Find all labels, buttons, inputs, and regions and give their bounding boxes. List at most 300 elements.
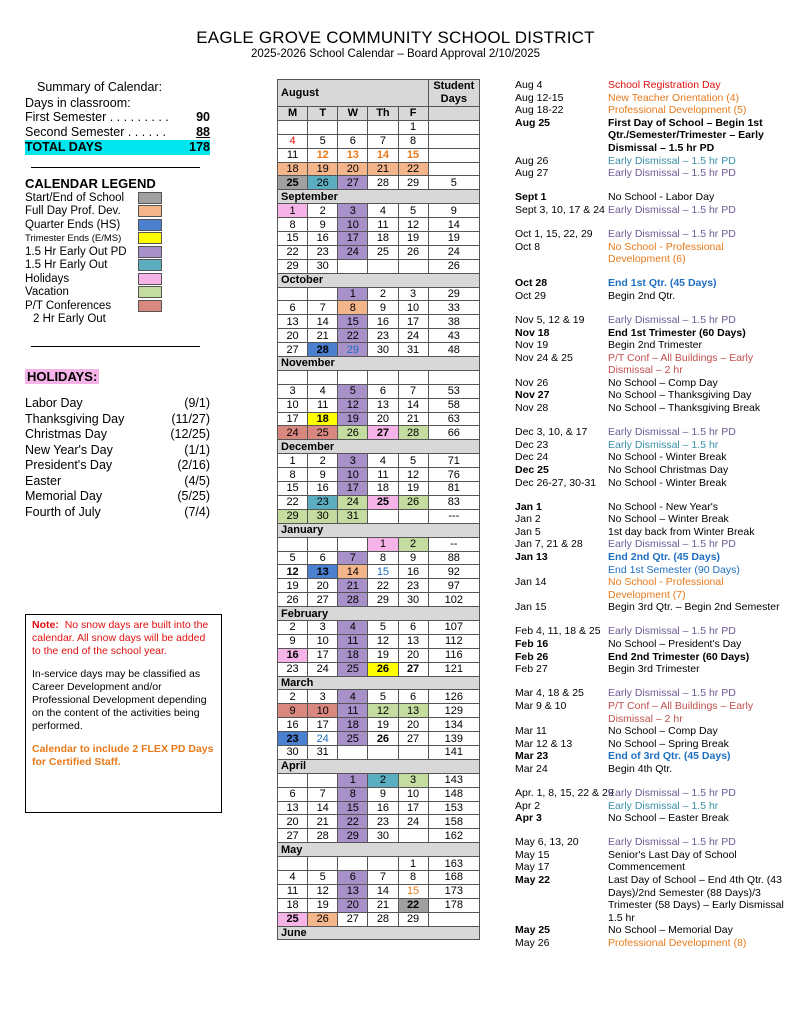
event-date: Nov 18 [515, 326, 550, 339]
legend-label: 1.5 Hr Early Out [25, 259, 108, 272]
day-cell: 11 [368, 468, 398, 482]
total-days-value: 178 [189, 140, 210, 154]
day-cell [278, 120, 308, 134]
day-cell: 3 [308, 620, 338, 634]
week-row [278, 551, 480, 565]
event-date: Dec 3, 10, & 17 [515, 426, 588, 439]
day-cell: 13 [278, 801, 308, 815]
holiday-date: (12/25) [170, 427, 210, 441]
event-date: Jan 15 [515, 601, 547, 614]
student-days-cell: 9 [428, 204, 479, 218]
event-date: Feb 4, 11, 18 & 25 [515, 625, 601, 638]
event-text: No School - Professional Development (7) [608, 576, 724, 601]
event-text: Early Dismissal – 1.5 hr PD [608, 625, 736, 638]
day-cell: 10 [308, 704, 338, 718]
event-row [515, 750, 787, 763]
first-semester-value: 90 [196, 110, 210, 124]
day-cell: 23 [368, 329, 398, 343]
day-cell: 22 [338, 329, 368, 343]
holiday-name: President's Day [25, 458, 113, 472]
event-text: End 1st Qtr. (45 Days) [608, 277, 717, 290]
day-cell: 13 [338, 148, 368, 162]
week-row [278, 620, 480, 634]
event-text: No School – Winter Break [608, 513, 729, 526]
day-cell: 5 [398, 454, 428, 468]
student-days-cell: 107 [428, 620, 479, 634]
legend-swatch [138, 232, 162, 244]
day-cell: 3 [338, 204, 368, 218]
day-cell: 29 [368, 593, 398, 607]
day-cell: 25 [338, 732, 368, 746]
day-cell: 22 [368, 579, 398, 593]
event-row [515, 787, 787, 800]
day-cell: 27 [338, 176, 368, 190]
day-cell: 17 [398, 315, 428, 329]
event-row [515, 477, 787, 490]
day-cell: 2 [368, 773, 398, 787]
day-cell: 25 [368, 495, 398, 509]
month-header: September [278, 190, 480, 204]
day-cell: 16 [278, 648, 308, 662]
total-days-label: TOTAL DAYS [25, 140, 103, 154]
day-cell [368, 370, 398, 384]
day-cell: 2 [278, 620, 308, 634]
event-row [515, 314, 787, 327]
day-cell [338, 745, 368, 759]
day-cell: 5 [368, 690, 398, 704]
day-cell [368, 745, 398, 759]
day-cell: 12 [308, 148, 338, 162]
day-cell: 6 [308, 551, 338, 565]
legend-swatch [138, 192, 162, 204]
day-cell: 20 [278, 815, 308, 829]
event-text: Professional Development (8) [608, 937, 747, 950]
day-cell: 9 [368, 787, 398, 801]
day-cell: 16 [368, 315, 398, 329]
day-cell: 26 [368, 732, 398, 746]
week-row [278, 329, 480, 343]
week-row [278, 482, 480, 496]
event-text: Begin 2nd Trimester [608, 339, 702, 352]
event-gap [515, 180, 787, 192]
student-days-cell [428, 912, 479, 926]
day-cell: 12 [368, 704, 398, 718]
event-text: End of 3rd Qtr. (45 Days) [608, 750, 731, 763]
event-gap [515, 216, 787, 228]
day-cell: 12 [308, 884, 338, 898]
day-cell [398, 745, 428, 759]
day-cell [278, 773, 308, 787]
legend-label: 2 Hr Early Out [33, 313, 106, 326]
week-row [278, 398, 480, 412]
student-days-cell: 38 [428, 315, 479, 329]
event-row [515, 228, 787, 241]
event-text: Early Dismissal – 1.5 hr PD [608, 203, 736, 216]
day-cell: 29 [278, 509, 308, 523]
day-cell: 13 [338, 884, 368, 898]
day-cell: 10 [338, 468, 368, 482]
event-date: Aug 25 [515, 116, 551, 129]
day-cell: 22 [278, 495, 308, 509]
event-row [515, 513, 787, 526]
event-text: Early Dismissal – 1.5 hr [608, 799, 719, 812]
event-row [515, 861, 787, 874]
week-row [278, 412, 480, 426]
day-cell: 22 [398, 898, 428, 912]
event-row [515, 327, 787, 340]
day-cell: 19 [368, 648, 398, 662]
student-days-cell: 81 [428, 482, 479, 496]
student-days-cell: 63 [428, 412, 479, 426]
week-row [278, 245, 480, 259]
event-row [515, 167, 787, 180]
day-cell: 31 [398, 343, 428, 357]
day-cell [368, 259, 398, 273]
day-cell: 6 [278, 301, 308, 315]
student-days-cell [428, 134, 479, 148]
day-cell: 11 [308, 398, 338, 412]
holiday-row [25, 458, 210, 474]
day-cell: 30 [368, 343, 398, 357]
student-days-cell: 88 [428, 551, 479, 565]
event-gap [515, 825, 787, 837]
day-cell: 8 [398, 870, 428, 884]
day-cell: 25 [338, 662, 368, 676]
day-cell: 21 [398, 412, 428, 426]
event-date: Oct 8 [515, 240, 541, 253]
day-cell: 11 [368, 218, 398, 232]
day-cell: 24 [308, 732, 338, 746]
week-row [278, 732, 480, 746]
event-row [515, 849, 787, 862]
event-row [515, 564, 787, 577]
day-cell: 10 [308, 634, 338, 648]
month-header-august: August [278, 80, 429, 107]
event-date: Nov 27 [515, 389, 550, 402]
day-cell: 11 [338, 704, 368, 718]
week-row [278, 704, 480, 718]
day-cell: 11 [278, 884, 308, 898]
day-cell: 30 [278, 745, 308, 759]
day-cell: 3 [278, 384, 308, 398]
legend-item [25, 299, 210, 313]
student-days-cell: 92 [428, 565, 479, 579]
event-text: End 1st Semester (90 Days) [608, 563, 740, 576]
day-cell [308, 287, 338, 301]
legend-label: Trimester Ends (E/MS) [25, 232, 122, 244]
month-header: January [278, 523, 480, 537]
day-cell: 20 [308, 579, 338, 593]
day-cell [338, 370, 368, 384]
event-gap [515, 776, 787, 788]
student-days-cell: -- [428, 537, 479, 551]
day-cell: 6 [338, 134, 368, 148]
event-row [515, 526, 787, 539]
day-cell: 31 [338, 509, 368, 523]
student-days-cell [428, 120, 479, 134]
events-list [515, 79, 787, 950]
day-cell: 6 [398, 620, 428, 634]
day-cell: 28 [308, 343, 338, 357]
event-row [515, 501, 787, 514]
day-cell: 19 [308, 162, 338, 176]
day-cell: 26 [278, 593, 308, 607]
day-cell: 27 [308, 593, 338, 607]
day-cell: 10 [338, 218, 368, 232]
day-cell [338, 857, 368, 871]
day-cell: 27 [398, 732, 428, 746]
student-days-cell: 134 [428, 718, 479, 732]
student-days-cell: 158 [428, 815, 479, 829]
event-gap [515, 614, 787, 626]
legend-label: Full Day Prof. Dev. [25, 205, 121, 218]
week-row [278, 662, 480, 676]
event-row [515, 625, 787, 638]
day-cell: 19 [368, 718, 398, 732]
day-cell: 4 [368, 454, 398, 468]
student-days-cell: 139 [428, 732, 479, 746]
week-row [278, 801, 480, 815]
day-cell: 22 [398, 162, 428, 176]
day-cell: 26 [398, 245, 428, 259]
day-cell: 20 [338, 898, 368, 912]
second-semester-value: 88 [196, 125, 210, 139]
week-row [278, 495, 480, 509]
legend-label: Holidays [25, 272, 70, 285]
day-cell: 17 [338, 482, 368, 496]
week-row [278, 162, 480, 176]
day-cell: 25 [278, 176, 308, 190]
week-row [278, 829, 480, 843]
event-text: Early Dismissal – 1.5 hr PD [608, 687, 736, 700]
day-cell: 9 [368, 301, 398, 315]
student-days-cell: 143 [428, 773, 479, 787]
student-days-cell: 76 [428, 468, 479, 482]
day-cell: 28 [338, 593, 368, 607]
day-cell: 29 [338, 343, 368, 357]
day-cell: 24 [338, 495, 368, 509]
day-cell: 1 [278, 454, 308, 468]
legend-swatch [138, 205, 162, 217]
week-row [278, 773, 480, 787]
event-row [515, 874, 787, 924]
week-row [278, 857, 480, 871]
day-cell: 15 [398, 148, 428, 162]
month-header: June [278, 926, 480, 940]
calendar-grid [277, 79, 480, 940]
holiday-date: (1/1) [184, 442, 210, 457]
day-cell: 8 [338, 787, 368, 801]
event-row [515, 191, 787, 204]
event-row [515, 339, 787, 352]
event-date: Oct 29 [515, 289, 546, 302]
event-row [515, 800, 787, 813]
event-gap [515, 266, 787, 278]
event-row [515, 638, 787, 651]
event-text: End 1st Trimester (60 Days) [608, 326, 746, 339]
day-cell: 14 [368, 148, 398, 162]
week-row [278, 509, 480, 523]
day-cell: 7 [368, 134, 398, 148]
day-cell: 24 [398, 815, 428, 829]
event-row [515, 290, 787, 303]
student-days-cell [428, 162, 479, 176]
day-cell: 29 [338, 829, 368, 843]
day-cell: 20 [368, 412, 398, 426]
day-cell: 10 [398, 301, 428, 315]
day-cell: 16 [308, 232, 338, 246]
day-cell: 7 [308, 787, 338, 801]
event-row [515, 725, 787, 738]
student-days-cell: 168 [428, 870, 479, 884]
event-date: Mar 12 & 13 [515, 737, 573, 750]
legend-item [25, 205, 210, 219]
day-headers [278, 107, 480, 121]
day-cell [398, 370, 428, 384]
day-cell: 21 [308, 815, 338, 829]
day-cell: 12 [398, 468, 428, 482]
student-days-cell [428, 148, 479, 162]
day-cell: 27 [278, 829, 308, 843]
day-cell: 28 [368, 176, 398, 190]
student-days-cell: 83 [428, 495, 479, 509]
legend-item [25, 218, 210, 232]
event-text: Early Dismissal – 1.5 hr PD [608, 227, 736, 240]
day-cell: 20 [398, 718, 428, 732]
day-cell: 25 [278, 912, 308, 926]
day-cell: 19 [338, 412, 368, 426]
event-text: Early Dismissal – 1.5 hr PD [608, 154, 736, 167]
day-cell: 6 [368, 384, 398, 398]
event-row [515, 451, 787, 464]
week-row [278, 454, 480, 468]
day-cell: 14 [308, 801, 338, 815]
day-cell: 23 [308, 495, 338, 509]
day-cell [398, 509, 428, 523]
event-text: No School - Winter Break [608, 476, 727, 489]
legend-label: Start/End of School [25, 191, 125, 204]
day-cell: 15 [338, 315, 368, 329]
day-cell: 12 [278, 565, 308, 579]
legend-label: P/T Conferences [25, 299, 112, 312]
week-row [278, 870, 480, 884]
calendar-subtitle: 2025-2026 School Calendar – Board Approval 2/10/2025 [251, 48, 540, 60]
event-date [515, 564, 608, 577]
day-cell [308, 537, 338, 551]
day-cell [278, 537, 308, 551]
event-date: Jan 2 [515, 513, 541, 526]
event-date: May 17 [515, 861, 550, 874]
holiday-row [25, 427, 210, 443]
first-semester-label: First Semester . . . . . . . . . [25, 110, 169, 124]
event-row [515, 663, 787, 676]
student-days-cell: 97 [428, 579, 479, 593]
event-date: Aug 18-22 [515, 104, 564, 117]
holiday-name: New Year's Day [25, 442, 113, 457]
day-cell: 17 [308, 718, 338, 732]
day-cell: 12 [368, 634, 398, 648]
event-row [515, 204, 787, 217]
student-days-cell: 24 [428, 245, 479, 259]
day-cell: 23 [398, 579, 428, 593]
legend-swatch [138, 300, 162, 312]
day-cell: 28 [368, 912, 398, 926]
left-column [25, 80, 210, 520]
event-date: Mar 24 [515, 762, 548, 775]
event-text: No School – Thanksgiving Day [608, 389, 752, 402]
event-text: Begin 4th Qtr. [608, 762, 673, 775]
day-header: Th [368, 107, 398, 121]
student-days-cell: 58 [428, 398, 479, 412]
note-box [25, 614, 222, 813]
holiday-name: Christmas Day [25, 427, 107, 441]
event-date: Feb 16 [515, 638, 549, 651]
day-cell: 2 [308, 204, 338, 218]
day-cell: 8 [368, 551, 398, 565]
day-cell [368, 857, 398, 871]
legend-title: CALENDAR LEGEND [25, 176, 156, 191]
week-row [278, 176, 480, 190]
event-text: Begin 3rd Trimester [608, 663, 700, 676]
event-row [515, 812, 787, 825]
day-cell: 18 [278, 898, 308, 912]
event-text: Early Dismissal – 1.5 hr PD [608, 538, 736, 551]
day-cell: 29 [398, 912, 428, 926]
week-row [278, 148, 480, 162]
day-cell: 29 [398, 176, 428, 190]
event-row [515, 576, 787, 601]
student-days-cell: 112 [428, 634, 479, 648]
event-row [515, 687, 787, 700]
legend-label: Quarter Ends (HS) [25, 218, 121, 231]
event-text: No School – President's Day [608, 638, 742, 651]
day-cell: 15 [278, 232, 308, 246]
event-date: Mar 23 [515, 750, 549, 763]
day-cell: 22 [278, 245, 308, 259]
event-text: Senior's Last Day of School [608, 848, 737, 861]
day-header: F [398, 107, 428, 121]
days-label: Days in classroom: [25, 96, 131, 110]
day-cell [338, 259, 368, 273]
day-cell: 25 [368, 245, 398, 259]
day-cell: 25 [308, 426, 338, 440]
event-text: No School – Spring Break [608, 737, 729, 750]
event-date: Jan 1 [515, 500, 542, 513]
event-date: Sept 3, 10, 17 & 24 [515, 203, 605, 216]
day-cell [368, 509, 398, 523]
day-cell: 9 [278, 704, 308, 718]
student-days-cell: --- [428, 509, 479, 523]
holiday-date: (11/27) [171, 411, 210, 426]
flex-pd-note: Calendar to include 2 FLEX PD Days for Certified Staff. [32, 743, 214, 768]
holidays-title: HOLIDAYS: [27, 369, 98, 384]
week-row [278, 204, 480, 218]
legend-item [25, 313, 210, 327]
event-text: End 2nd Qtr. (45 Days) [608, 551, 721, 563]
student-days-cell: 173 [428, 884, 479, 898]
day-cell [308, 773, 338, 787]
day-header: M [278, 107, 308, 121]
day-cell: 8 [278, 218, 308, 232]
event-date: Feb 26 [515, 650, 549, 663]
event-text: Early Dismissal – 1.5 hr PD [608, 426, 736, 439]
event-text: Early Dismissal – 1.5 hr PD [608, 836, 736, 849]
month-header: November [278, 357, 480, 371]
day-cell: 4 [338, 690, 368, 704]
day-cell: 27 [368, 426, 398, 440]
event-row [515, 700, 787, 725]
student-days-cell: 29 [428, 287, 479, 301]
